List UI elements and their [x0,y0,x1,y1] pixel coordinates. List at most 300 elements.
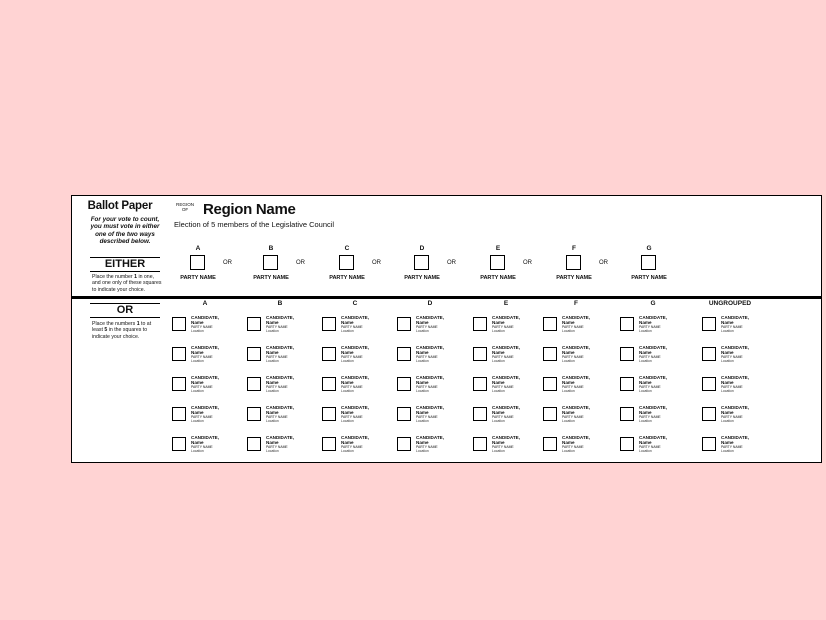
candidate-vote-box[interactable] [397,347,411,361]
candidate-location: Location [416,359,429,363]
column-header-b: B [277,300,283,307]
candidate-entry [543,345,615,365]
candidate-surname: CANDIDATE, [341,435,369,440]
candidate-party: PARTY NAME [266,445,288,449]
candidate-location: Location [191,359,204,363]
candidate-entry [620,375,692,395]
candidate-party: PARTY NAME [721,445,743,449]
candidate-entry [247,375,319,395]
candidate-vote-box[interactable] [702,347,716,361]
column-header-a: A [202,300,208,307]
candidate-location: Location [266,329,279,333]
candidate-party: PARTY NAME [721,385,743,389]
instructions-column [72,196,168,462]
candidate-surname: CANDIDATE, [639,315,667,320]
candidate-given-name: Name [191,350,204,355]
candidate-entry [702,345,774,365]
candidate-party: PARTY NAME [266,355,288,359]
candidate-entry [702,405,774,425]
candidate-party: PARTY NAME [492,325,514,329]
candidate-location: Location [492,389,505,393]
candidate-surname: CANDIDATE, [721,345,749,350]
candidate-party: PARTY NAME [721,355,743,359]
group-letter: B [268,245,274,252]
candidate-party: PARTY NAME [639,385,661,389]
candidate-entry [702,375,774,395]
ballot-intro: For your vote to count, you must vote in either one of the two ways described below. [90,216,160,246]
candidate-surname: CANDIDATE, [639,405,667,410]
candidate-vote-box[interactable] [247,437,261,451]
candidate-entry [397,345,469,365]
candidate-given-name: Name [492,350,505,355]
candidate-vote-box[interactable] [543,317,557,331]
column-header-d: D [427,300,433,307]
column-header-ungrouped: UNGROUPED [708,300,752,307]
candidate-given-name: Name [721,380,734,385]
candidate-entry [543,435,615,455]
either-text-num: 1 [134,274,137,280]
candidate-vote-box[interactable] [397,377,411,391]
candidate-party: PARTY NAME [191,385,213,389]
party-vote-box[interactable] [490,255,505,270]
or-label: OR [116,304,134,316]
party-name-label: PARTY NAME [329,275,365,281]
candidate-entry [397,315,469,335]
candidate-vote-box[interactable] [702,377,716,391]
party-name-label: PARTY NAME [180,275,216,281]
candidate-party: PARTY NAME [266,415,288,419]
candidate-surname: CANDIDATE, [266,345,294,350]
candidate-given-name: Name [416,410,429,415]
candidate-surname: CANDIDATE, [416,345,444,350]
candidate-given-name: Name [341,320,354,325]
candidate-given-name: Name [721,320,734,325]
candidate-surname: CANDIDATE, [721,315,749,320]
candidate-surname: CANDIDATE, [492,345,520,350]
candidate-location: Location [562,359,575,363]
candidate-location: Location [492,359,505,363]
candidate-vote-box[interactable] [473,437,487,451]
candidate-location: Location [341,359,354,363]
group-letter: G [646,245,652,252]
either-label: EITHER [104,258,146,270]
candidate-party: PARTY NAME [639,415,661,419]
candidate-given-name: Name [562,350,575,355]
candidate-entry [620,315,692,335]
candidate-given-name: Name [416,350,429,355]
candidate-party: PARTY NAME [562,325,584,329]
candidate-location: Location [721,419,734,423]
candidate-location: Location [191,449,204,453]
or-instructions [92,321,162,340]
or-separator: OR [447,260,456,266]
candidate-location: Location [639,389,652,393]
candidate-location: Location [266,389,279,393]
group-letter: D [419,245,425,252]
candidate-location: Location [341,329,354,333]
candidate-entry [473,375,545,395]
candidate-party: PARTY NAME [416,385,438,389]
candidate-given-name: Name [191,440,204,445]
candidate-party: PARTY NAME [341,355,363,359]
or-separator: OR [523,260,532,266]
candidate-entry [172,375,244,395]
party-vote-box[interactable] [190,255,205,270]
candidate-surname: CANDIDATE, [639,375,667,380]
candidate-location: Location [721,389,734,393]
candidate-location: Location [416,389,429,393]
candidate-entry [322,345,394,365]
candidate-surname: CANDIDATE, [191,315,219,320]
either-text-pre: Place the number [92,274,135,280]
candidate-surname: CANDIDATE, [191,345,219,350]
candidate-vote-box[interactable] [172,407,186,421]
candidate-location: Location [492,419,505,423]
candidate-location: Location [191,329,204,333]
candidate-surname: CANDIDATE, [492,315,520,320]
candidate-entry [247,345,319,365]
candidate-vote-box[interactable] [473,407,487,421]
group-letter: A [195,245,201,252]
party-vote-box[interactable] [566,255,581,270]
candidate-given-name: Name [266,380,279,385]
candidate-entry [172,345,244,365]
candidate-entry [473,435,545,455]
candidate-entry [620,345,692,365]
candidate-given-name: Name [562,440,575,445]
candidate-location: Location [341,419,354,423]
candidate-given-name: Name [492,440,505,445]
or-text-pre: Place the numbers [92,321,137,327]
candidate-vote-box[interactable] [543,347,557,361]
or-text-num2: 5 [104,327,108,334]
candidate-given-name: Name [639,320,652,325]
candidate-surname: CANDIDATE, [191,405,219,410]
candidate-surname: CANDIDATE, [562,315,590,320]
candidate-vote-box[interactable] [620,437,634,451]
candidate-entry [473,315,545,335]
candidate-party: PARTY NAME [416,415,438,419]
column-header-f: F [574,300,578,307]
candidate-given-name: Name [639,380,652,385]
party-vote-box[interactable] [414,255,429,270]
ballot-title: Ballot Paper [87,200,153,212]
party-name-label: PARTY NAME [631,275,667,281]
candidate-vote-box[interactable] [322,377,336,391]
candidate-surname: CANDIDATE, [492,435,520,440]
candidate-surname: CANDIDATE, [721,405,749,410]
candidate-surname: CANDIDATE, [562,375,590,380]
candidate-vote-box[interactable] [543,437,557,451]
or-text-num1: 1 [136,321,140,327]
candidate-given-name: Name [416,440,429,445]
candidate-surname: CANDIDATE, [341,345,369,350]
candidate-location: Location [492,329,505,333]
candidate-entry [397,375,469,395]
region-name: Region Name [203,201,296,218]
group-letter: C [344,245,350,252]
candidate-entry [322,405,394,425]
candidate-location: Location [416,329,429,333]
candidate-surname: CANDIDATE, [492,375,520,380]
candidate-entry [543,315,615,335]
party-vote-box[interactable] [339,255,354,270]
candidate-party: PARTY NAME [721,415,743,419]
candidate-location: Location [266,359,279,363]
candidate-vote-box[interactable] [473,317,487,331]
candidate-entry [473,405,545,425]
candidate-entry [543,375,615,395]
candidate-vote-box[interactable] [172,377,186,391]
party-name-label: PARTY NAME [556,275,592,281]
either-text-post: in one, and one only of these squares to indicate your choice. [92,274,162,293]
candidate-party: PARTY NAME [341,385,363,389]
candidate-surname: CANDIDATE, [416,435,444,440]
candidate-location: Location [341,449,354,453]
candidate-vote-box[interactable] [702,317,716,331]
region-of-label [176,202,194,212]
candidate-party: PARTY NAME [266,385,288,389]
candidate-surname: CANDIDATE, [191,375,219,380]
candidate-vote-box[interactable] [620,407,634,421]
candidate-given-name: Name [639,410,652,415]
candidate-entry [322,375,394,395]
candidate-vote-box[interactable] [247,377,261,391]
candidate-vote-box[interactable] [397,437,411,451]
candidate-entry [702,315,774,335]
candidate-given-name: Name [341,380,354,385]
party-vote-box[interactable] [263,255,278,270]
candidate-given-name: Name [191,320,204,325]
candidate-vote-box[interactable] [322,317,336,331]
candidate-party: PARTY NAME [562,415,584,419]
candidate-entry [322,435,394,455]
or-text-post: in the squares to indicate your choice. [92,327,148,340]
candidate-vote-box[interactable] [397,407,411,421]
candidate-location: Location [191,389,204,393]
candidate-entry [247,405,319,425]
either-instructions [92,274,162,293]
candidate-surname: CANDIDATE, [721,435,749,440]
candidate-vote-box[interactable] [172,347,186,361]
candidate-surname: CANDIDATE, [562,435,590,440]
candidate-party: PARTY NAME [416,355,438,359]
candidate-given-name: Name [341,440,354,445]
candidate-given-name: Name [492,380,505,385]
candidate-location: Location [639,419,652,423]
candidate-given-name: Name [639,350,652,355]
candidate-party: PARTY NAME [492,445,514,449]
candidate-party: PARTY NAME [266,325,288,329]
candidate-entry [397,435,469,455]
candidate-party: PARTY NAME [721,325,743,329]
group-letter: F [572,245,576,252]
candidate-surname: CANDIDATE, [639,435,667,440]
candidate-location: Location [562,389,575,393]
candidate-given-name: Name [721,440,734,445]
ballot-paper [71,195,822,463]
candidate-entry [322,315,394,335]
candidate-party: PARTY NAME [562,385,584,389]
candidate-entry [172,405,244,425]
candidate-location: Location [416,419,429,423]
candidate-surname: CANDIDATE, [639,345,667,350]
candidate-vote-box[interactable] [702,407,716,421]
party-name-label: PARTY NAME [253,275,289,281]
or-separator: OR [223,260,232,266]
candidate-vote-box[interactable] [397,317,411,331]
party-name-label: PARTY NAME [404,275,440,281]
party-group-g [631,245,718,285]
candidate-given-name: Name [562,380,575,385]
candidate-location: Location [266,449,279,453]
candidate-vote-box[interactable] [172,437,186,451]
candidate-location: Location [721,329,734,333]
candidate-surname: CANDIDATE, [416,405,444,410]
candidate-given-name: Name [721,350,734,355]
candidate-vote-box[interactable] [247,347,261,361]
candidate-location: Location [191,419,204,423]
candidate-given-name: Name [266,350,279,355]
candidate-vote-box[interactable] [543,377,557,391]
or-separator: OR [372,260,381,266]
candidate-surname: CANDIDATE, [492,405,520,410]
candidate-given-name: Name [191,410,204,415]
candidate-given-name: Name [562,320,575,325]
candidate-location: Location [721,359,734,363]
candidate-location: Location [416,449,429,453]
candidate-given-name: Name [492,410,505,415]
column-header-c: C [352,300,358,307]
candidate-vote-box[interactable] [322,437,336,451]
or-separator: OR [599,260,608,266]
candidate-surname: CANDIDATE, [416,375,444,380]
candidate-vote-box[interactable] [620,317,634,331]
candidate-party: PARTY NAME [341,325,363,329]
candidate-party: PARTY NAME [341,415,363,419]
candidate-given-name: Name [341,350,354,355]
candidate-given-name: Name [639,440,652,445]
candidate-party: PARTY NAME [639,355,661,359]
candidate-surname: CANDIDATE, [266,405,294,410]
candidate-location: Location [341,389,354,393]
candidate-surname: CANDIDATE, [721,375,749,380]
column-header-e: E [503,300,509,307]
candidate-party: PARTY NAME [416,445,438,449]
candidate-vote-box[interactable] [322,347,336,361]
candidate-party: PARTY NAME [191,415,213,419]
candidate-entry [397,405,469,425]
candidate-party: PARTY NAME [191,355,213,359]
group-letter: E [495,245,501,252]
candidate-vote-box[interactable] [322,407,336,421]
candidate-vote-box[interactable] [473,347,487,361]
candidate-location: Location [562,419,575,423]
dividing-line [72,296,821,299]
candidate-given-name: Name [341,410,354,415]
candidate-entry [473,345,545,365]
candidate-entry [620,435,692,455]
candidate-given-name: Name [721,410,734,415]
candidate-surname: CANDIDATE, [266,435,294,440]
candidate-entry [620,405,692,425]
candidate-surname: CANDIDATE, [341,375,369,380]
candidate-given-name: Name [191,380,204,385]
region-of-line2: OF [181,207,189,212]
candidate-vote-box[interactable] [247,407,261,421]
candidate-surname: CANDIDATE, [562,345,590,350]
candidate-location: Location [562,329,575,333]
candidate-party: PARTY NAME [191,325,213,329]
party-vote-box[interactable] [641,255,656,270]
candidate-surname: CANDIDATE, [341,315,369,320]
or-rule-bottom [90,317,160,318]
candidate-vote-box[interactable] [620,377,634,391]
candidate-surname: CANDIDATE, [562,405,590,410]
candidate-location: Location [562,449,575,453]
candidate-entry [172,315,244,335]
candidate-vote-box[interactable] [620,347,634,361]
candidate-party: PARTY NAME [492,355,514,359]
election-subtitle: Election of 5 members of the Legislative Council [174,220,335,229]
candidate-surname: CANDIDATE, [191,435,219,440]
candidate-party: PARTY NAME [191,445,213,449]
candidate-location: Location [721,449,734,453]
candidate-entry [247,315,319,335]
candidate-given-name: Name [266,410,279,415]
candidate-party: PARTY NAME [416,325,438,329]
candidate-location: Location [266,419,279,423]
candidate-party: PARTY NAME [341,445,363,449]
candidate-location: Location [639,359,652,363]
candidate-location: Location [639,329,652,333]
candidate-given-name: Name [416,380,429,385]
candidate-given-name: Name [266,440,279,445]
candidate-surname: CANDIDATE, [341,405,369,410]
candidate-given-name: Name [562,410,575,415]
column-header-g: G [650,300,656,307]
candidate-surname: CANDIDATE, [266,315,294,320]
either-rule-bottom [90,271,160,272]
candidate-party: PARTY NAME [639,445,661,449]
candidate-given-name: Name [492,320,505,325]
candidate-vote-box[interactable] [543,407,557,421]
or-text-mid: to at least [92,321,152,334]
region-of-line1: REGION [176,202,195,207]
candidate-party: PARTY NAME [639,325,661,329]
candidate-location: Location [492,449,505,453]
or-separator: OR [296,260,305,266]
candidate-vote-box[interactable] [172,317,186,331]
candidate-party: PARTY NAME [492,415,514,419]
candidate-vote-box[interactable] [247,317,261,331]
candidate-vote-box[interactable] [702,437,716,451]
candidate-party: PARTY NAME [562,355,584,359]
candidate-location: Location [639,449,652,453]
party-name-label: PARTY NAME [480,275,516,281]
candidate-entry [247,435,319,455]
candidate-entry [543,405,615,425]
candidate-surname: CANDIDATE, [416,315,444,320]
candidate-given-name: Name [416,320,429,325]
candidate-party: PARTY NAME [492,385,514,389]
candidate-entry [702,435,774,455]
candidate-vote-box[interactable] [473,377,487,391]
candidate-given-name: Name [266,320,279,325]
candidate-surname: CANDIDATE, [266,375,294,380]
candidate-party: PARTY NAME [562,445,584,449]
candidate-entry [172,435,244,455]
